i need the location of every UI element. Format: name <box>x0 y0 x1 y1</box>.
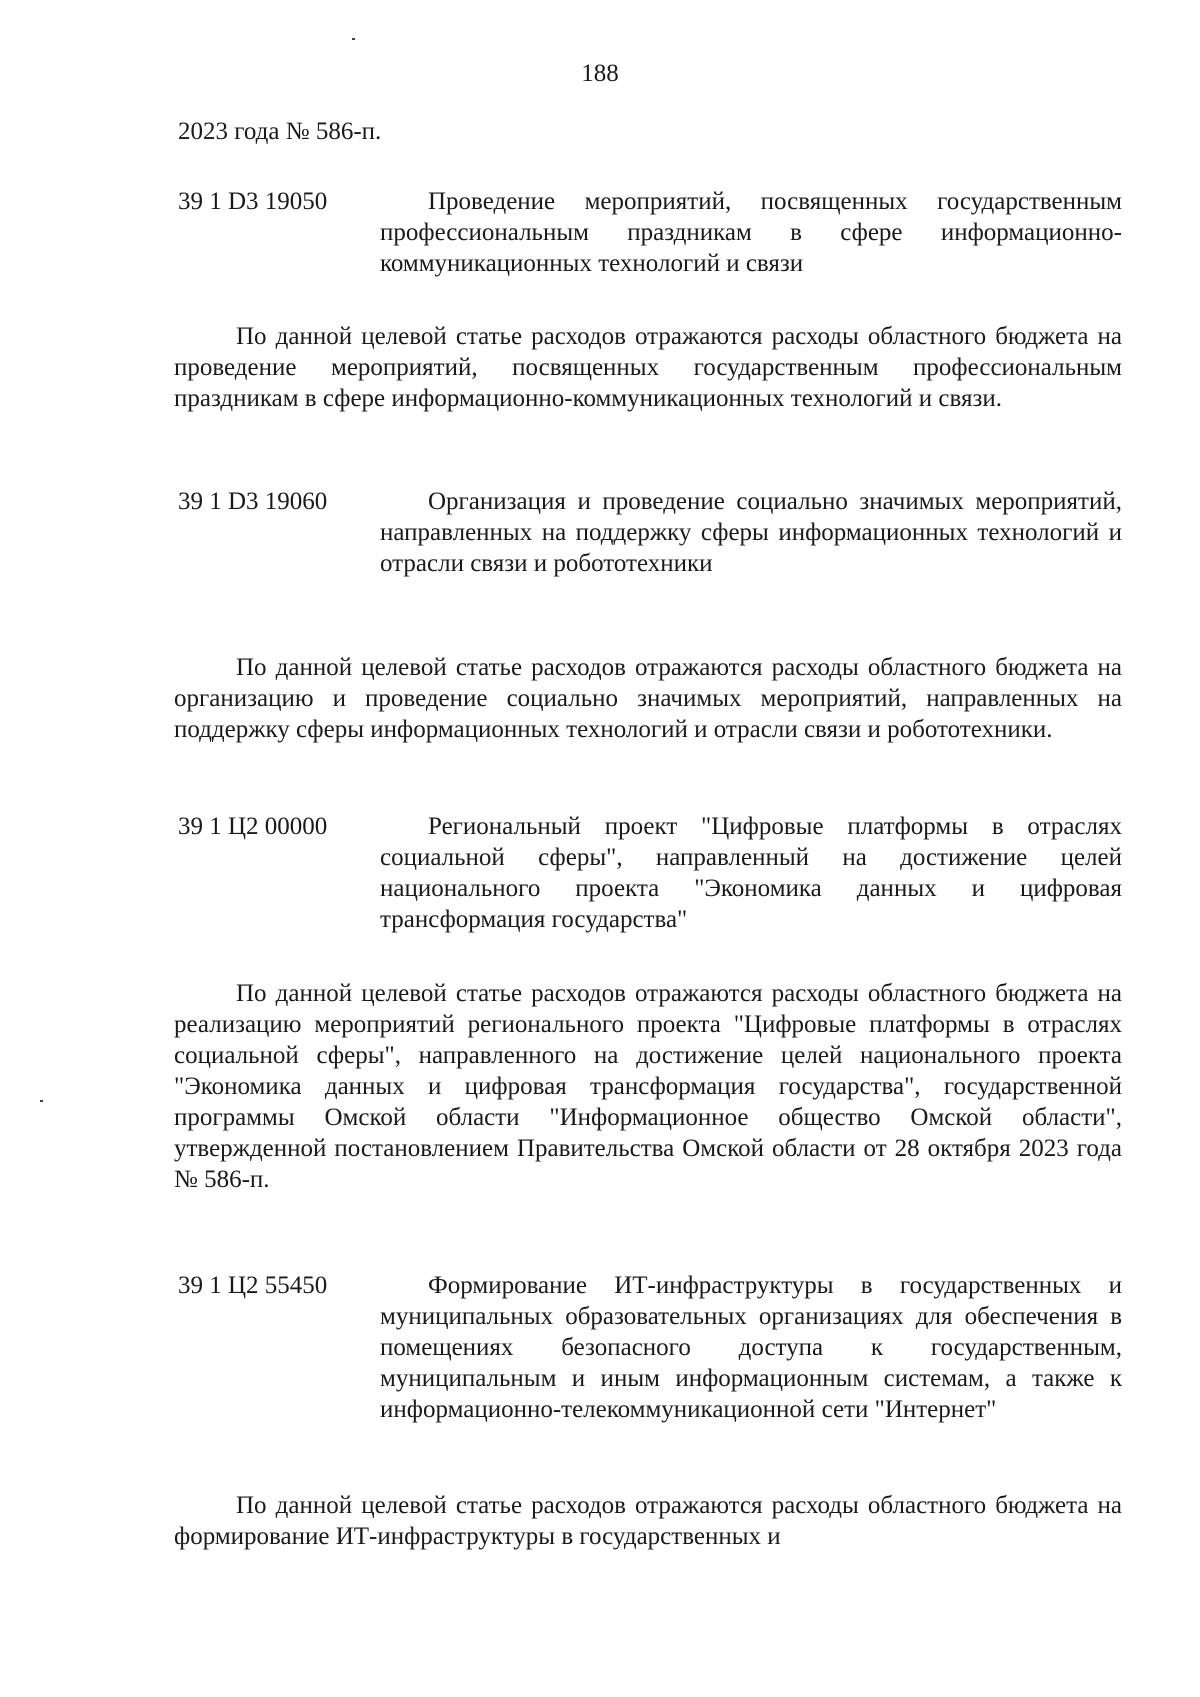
carryover-text: 2023 года № 586-п. <box>178 118 382 145</box>
entry-description: По данной целевой статье расходов отражаются расходы областного бюджета на проведение мероприятий, посвященных государственным профессиональным праздникам в сфере информационно-коммуникационных технологий и связи. <box>174 323 1122 412</box>
budget-code: 39 1 Ц2 55450 <box>178 1272 328 1299</box>
scan-speck <box>352 38 355 40</box>
budget-code: 39 1 D3 19060 <box>178 488 328 515</box>
entry-description: По данной целевой статье расходов отражаются расходы областного бюджета на формирование ИТ-инфраструктуры в государственных и <box>174 1492 1122 1550</box>
entry-title: Организация и проведение социально значимых мероприятий, направленных на поддержку сферы информационных технологий и отрасли связи и робототехники <box>380 488 1122 577</box>
budget-entry <box>178 186 1122 279</box>
budget-entry <box>178 811 1122 935</box>
budget-code: 39 1 Ц2 00000 <box>178 813 328 840</box>
entry-title: Региональный проект "Цифровые платформы в отраслях социальной сферы", направленный на достижение целей национального проекта "Экономика данных и цифровая трансформация государства" <box>380 813 1122 933</box>
page-number: 188 <box>581 60 619 87</box>
entry-title: Проведение мероприятий, посвященных государственным профессиональным праздникам в сфере информационно-коммуникационных технологий и связи <box>380 188 1122 277</box>
budget-code: 39 1 D3 19050 <box>178 188 328 215</box>
budget-entry <box>178 486 1122 579</box>
entry-title: Формирование ИТ-инфраструктуры в государственных и муниципальных образовательных организациях для обеспечения в помещениях безопасного доступа к государственным, муниципальным и иным информационным системам, а также к информационно-телекоммуникационной сети "Интернет" <box>380 1272 1122 1423</box>
scan-speck <box>40 1100 43 1102</box>
entry-description: По данной целевой статье расходов отражаются расходы областного бюджета на реализацию мероприятий регионального проекта "Цифровые платформы в отраслях социальной сферы", направленного на достижение целей национального проекта "Экономика данных и цифровая трансформация государства", государственной программы Омской области "Информационное общество Омской области", утвержденной постановлением Правительства Омской области от 28 октября 2023 года № 586-п. <box>174 980 1122 1193</box>
entry-description: По данной целевой статье расходов отражаются расходы областного бюджета на организацию и проведение социально значимых мероприятий, направленных на поддержку сферы информационных технологий и отрасли связи и робототехники. <box>174 654 1122 743</box>
budget-entry <box>178 1270 1122 1425</box>
